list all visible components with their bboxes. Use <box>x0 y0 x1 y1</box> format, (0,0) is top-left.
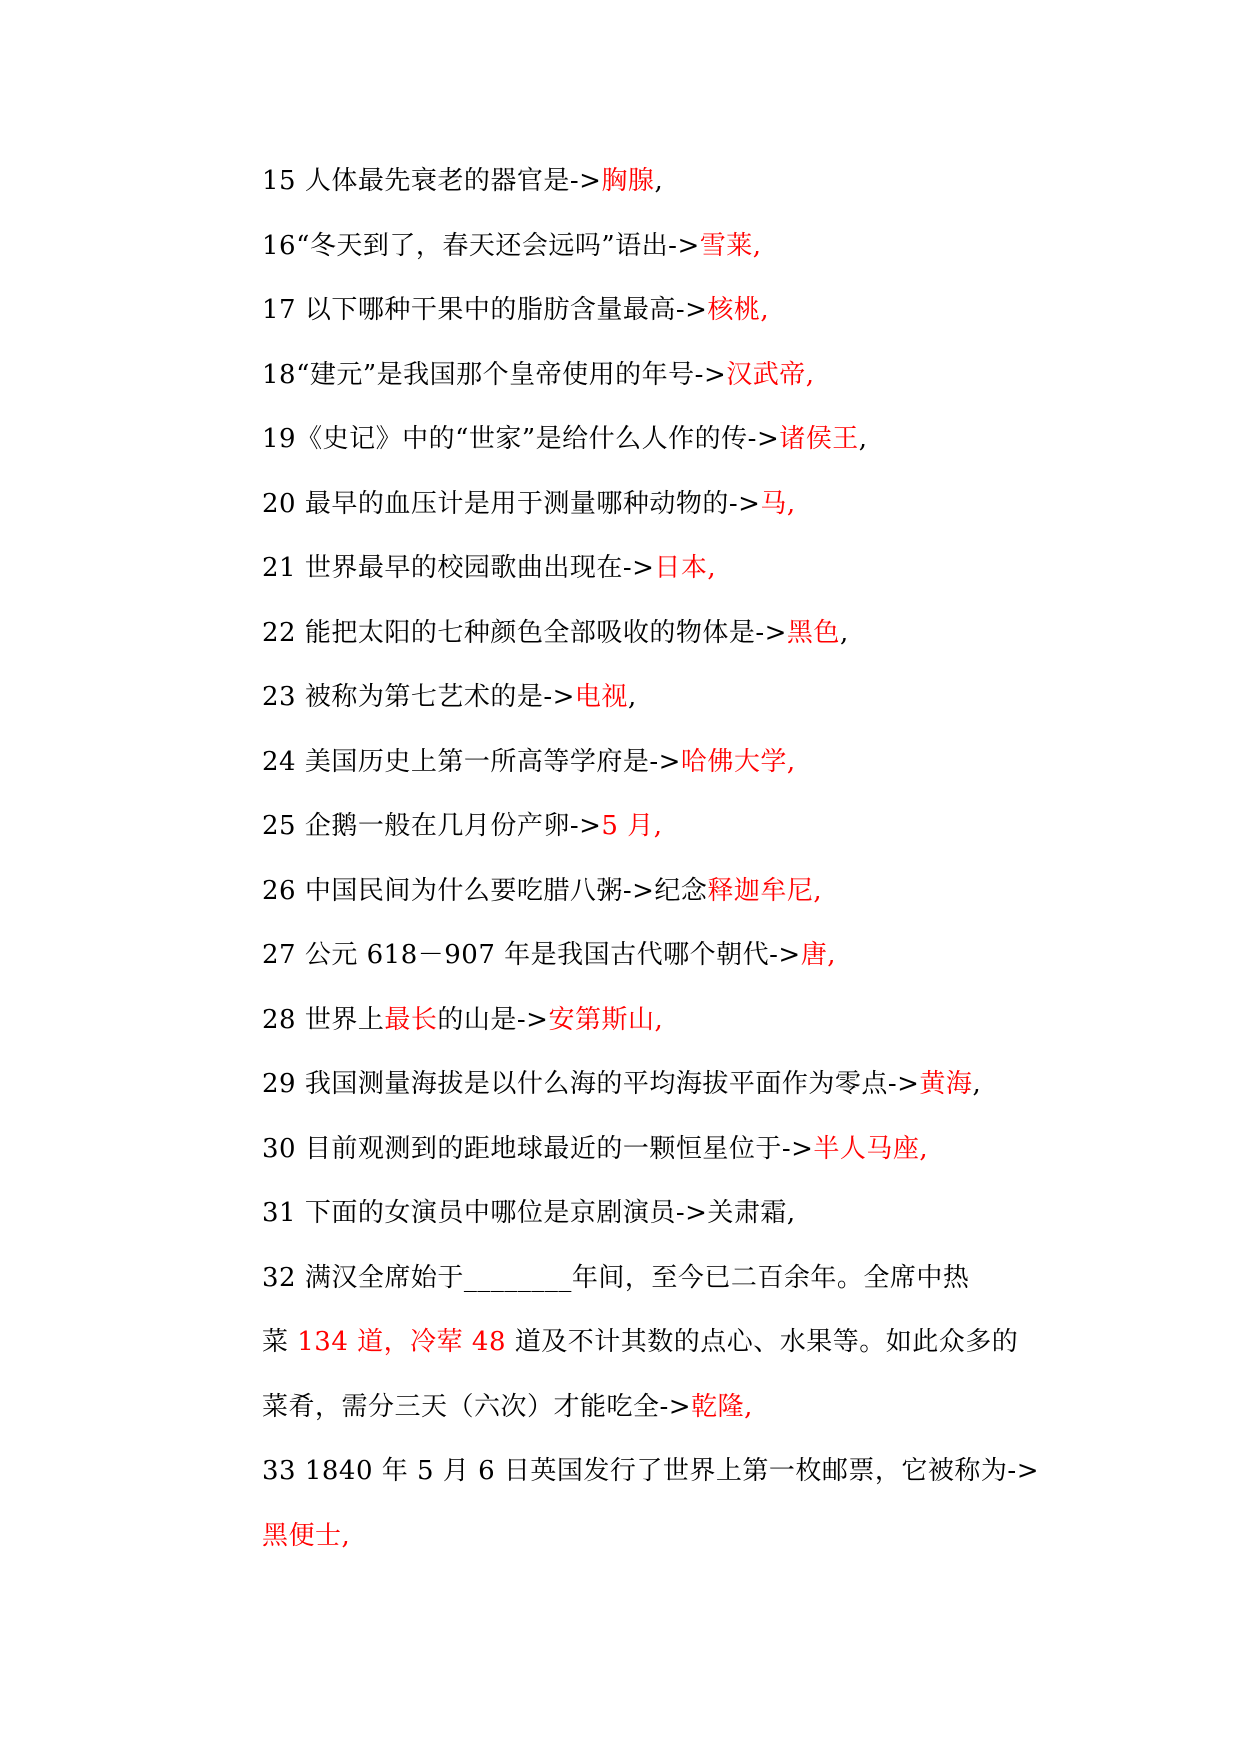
answer-text: 黑便士, <box>262 1520 351 1551</box>
text-line <box>262 1190 1052 1255</box>
answer-text: 安第斯山, <box>548 1004 664 1035</box>
answer-text: 马, <box>760 488 796 519</box>
question-text: 菜 <box>262 1327 298 1357</box>
question-text: , <box>972 1069 982 1099</box>
question-text: , <box>858 424 868 454</box>
question-text: , <box>627 682 637 712</box>
answer-text: 核桃, <box>707 295 770 325</box>
question-text: 32 满汉全席始于________年间，至今已二百余年。全席中热 <box>262 1262 970 1293</box>
text-line <box>262 481 1052 546</box>
answer-text: 最长 <box>384 1004 438 1035</box>
answer-text: 日本, <box>654 553 717 583</box>
text-line <box>262 1319 1052 1384</box>
question-text: 16“冬天到了，春天还会远吗”语出-> <box>262 230 700 261</box>
question-text: 27 公元 618－907 年是我国古代哪个朝代-> <box>262 940 801 970</box>
answer-text: 电视 <box>574 682 628 712</box>
answer-text: 半人马座, <box>813 1133 929 1164</box>
answer-text: 雪莱, <box>699 230 762 261</box>
text-line <box>262 868 1052 933</box>
answer-text: 汉武帝, <box>726 359 815 390</box>
answer-text: 黄海 <box>919 1069 973 1099</box>
text-line <box>262 997 1052 1062</box>
answer-text: 诸侯王 <box>779 424 859 454</box>
text-line <box>262 1126 1052 1191</box>
answer-text: 胸腺 <box>601 166 655 196</box>
question-text: 17 以下哪种干果中的脂肪含量最高-> <box>262 295 708 325</box>
quiz-text-body <box>262 158 1052 1577</box>
text-line <box>262 1255 1052 1320</box>
text-line <box>262 803 1052 868</box>
text-line <box>262 1384 1052 1449</box>
text-line <box>262 1513 1052 1578</box>
text-line <box>262 545 1052 610</box>
text-line <box>262 158 1052 223</box>
question-text: 21 世界最早的校园歌曲出现在-> <box>262 553 655 583</box>
question-text: 24 美国历史上第一所高等学府是-> <box>262 746 681 777</box>
question-text: 29 我国测量海拔是以什么海的平均海拔平面作为零点-> <box>262 1069 920 1099</box>
question-text: 26 中国民间为什么要吃腊八粥->纪念 <box>262 875 708 906</box>
text-line <box>262 416 1052 481</box>
question-text: , <box>839 617 849 648</box>
question-text: 22 能把太阳的七种颜色全部吸收的物体是-> <box>262 617 787 648</box>
question-text: 的山是-> <box>437 1004 549 1035</box>
question-text: 15 人体最先衰老的器官是-> <box>262 166 602 196</box>
answer-text: 5 月, <box>601 811 663 841</box>
question-text: 道及不计其数的点心、水果等。如此众多的 <box>506 1327 1019 1357</box>
text-line <box>262 610 1052 675</box>
question-text: 30 目前观测到的距地球最近的一颗恒星位于-> <box>262 1133 814 1164</box>
answer-text: 134 道，冷荤 48 <box>297 1327 507 1357</box>
text-line <box>262 287 1052 352</box>
question-text: 28 世界上 <box>262 1004 385 1035</box>
text-line <box>262 739 1052 804</box>
text-line <box>262 1448 1052 1513</box>
question-text: 31 下面的女演员中哪位是京剧演员->关肃霜, <box>262 1198 796 1228</box>
question-text: 20 最早的血压计是用于测量哪种动物的-> <box>262 488 761 519</box>
text-line <box>262 932 1052 997</box>
text-line <box>262 352 1052 417</box>
text-line <box>262 1061 1052 1126</box>
answer-text: 释迦牟尼, <box>707 875 823 906</box>
answer-text: 黑色 <box>786 617 840 648</box>
text-line <box>262 674 1052 739</box>
answer-text: 哈佛大学, <box>680 746 796 777</box>
question-text: , <box>654 166 664 196</box>
question-text: 33 1840 年 5 月 6 日英国发行了世界上第一枚邮票，它被称为-> <box>262 1456 1039 1486</box>
question-text: 菜肴，需分三天（六次）才能吃全-> <box>262 1391 692 1422</box>
question-text: 25 企鹅一般在几月份产卵-> <box>262 811 602 841</box>
answer-text: 乾隆, <box>691 1391 753 1422</box>
question-text: 18“建元”是我国那个皇帝使用的年号-> <box>262 359 727 390</box>
question-text: 19《史记》中的“世家”是给什么人作的传-> <box>262 424 780 454</box>
text-line <box>262 223 1052 288</box>
question-text: 23 被称为第七艺术的是-> <box>262 682 575 712</box>
answer-text: 唐, <box>800 940 836 970</box>
